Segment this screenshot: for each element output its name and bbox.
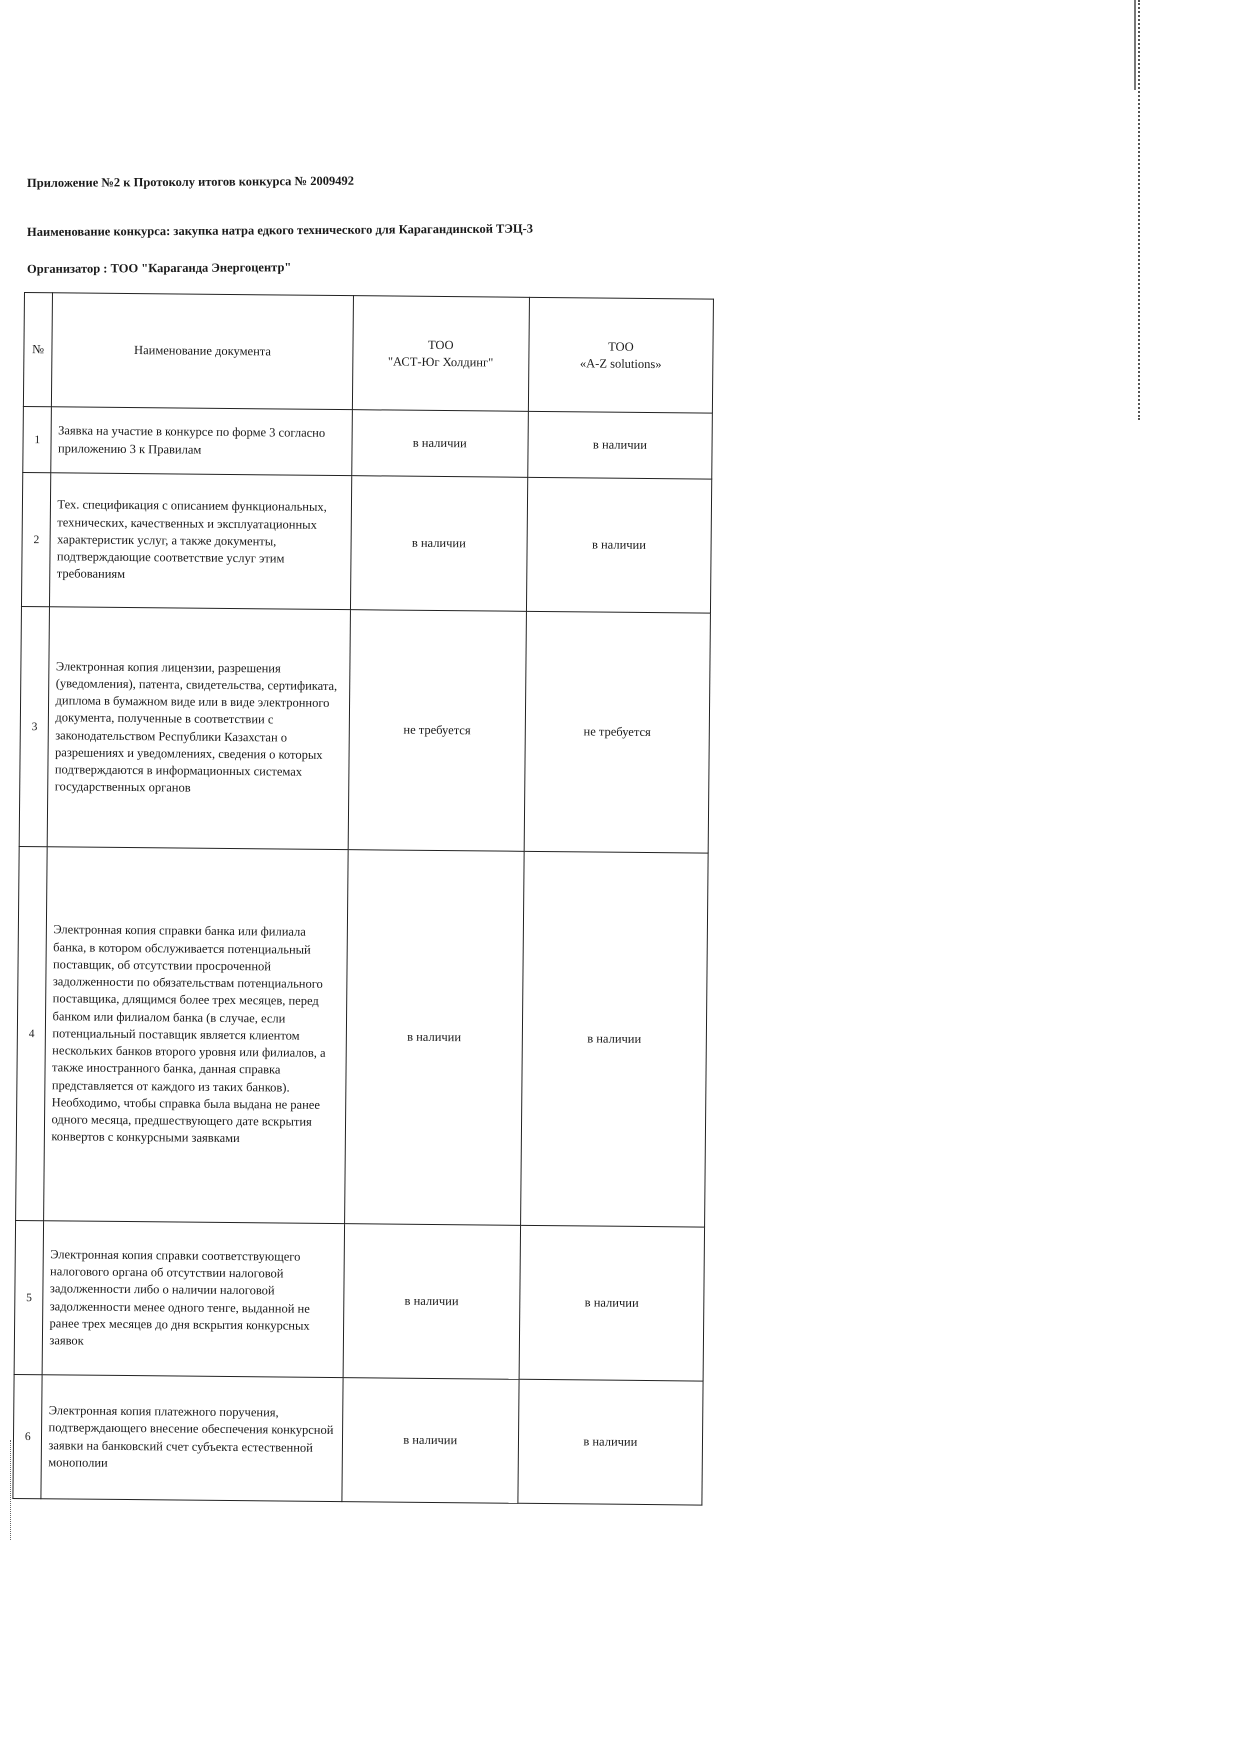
table-header-row xyxy=(23,293,713,414)
row-document: Электронная копия лицензии, разрешения (уведомления), патента, свидетельства, сертификата, диплома в бумажном виде или в виде электронного документа, полученные в соответствии с законодательством Республики Казахстан о разрешениях и уведомлениях, сведения о которых подтверждаются в информационных системах государственных органов xyxy=(48,607,351,850)
documents-table-wrap xyxy=(12,292,714,1506)
row-status-company-b: в наличии xyxy=(520,851,708,1227)
company-a-name: "АСТ-Юг Холдинг" xyxy=(387,353,494,370)
row-status-company-a: в наличии xyxy=(342,1378,519,1504)
table-row xyxy=(19,606,710,853)
row-document: Электронная копия справки соответствующего налогового органа об отсутствии налоговой задолженности либо о наличии налоговой задолженности менее одного тенге, выданной не ранее трех месяцев до дня вскрытия конкурсных заявок xyxy=(43,1221,345,1378)
table-row xyxy=(14,1220,704,1381)
row-status-company-a: в наличии xyxy=(351,410,528,478)
company-b-type: ТОО xyxy=(608,339,634,354)
row-number: 6 xyxy=(13,1374,43,1498)
row-status-company-a: в наличии xyxy=(343,1224,521,1380)
row-status-company-a: в наличии xyxy=(344,850,524,1226)
row-number: 4 xyxy=(16,846,48,1220)
column-header-document: Наименование документа xyxy=(52,293,353,410)
row-document: Тех. спецификация с описанием функциональных, технических, качественных и эксплуатационных характеристик услуг, а также документы, подтверждающие соответствие услуг этим требованиям xyxy=(50,473,351,610)
documents-table xyxy=(12,292,714,1506)
row-document: Электронная копия платежного поручения, подтверждающего внесение обеспечения конкурсной заявки на банковский счет субъекта естественной монополии xyxy=(41,1375,342,1502)
row-document: Электронная копия справки банка или филиала банка, в котором обслуживается потенциальный поставщик, об отсутствии просроченной задолженности по обязательствам потенциального поставщика, длящимся более трех месяцев, перед банком или филиалом банка (в случае, если потенциальный поставщик является клиентом нескольких банков второго уровня или филиалов, а также иностранного банка, данная справка представляется от каждого из таких банков). Необходимо, чтобы справка была выдана не ранее одного месяца, предшествующего дате вскрытия конвертов с конкурсными заявками xyxy=(44,847,348,1224)
row-number: 5 xyxy=(14,1220,44,1374)
row-status-company-b: не требуется xyxy=(524,611,711,853)
row-status-company-a: не требуется xyxy=(348,610,526,852)
row-status-company-b: в наличии xyxy=(526,477,712,613)
row-number: 2 xyxy=(21,472,51,606)
organizer: Организатор : ТОО "Караганда Энергоцентр" xyxy=(26,260,292,276)
table-row xyxy=(16,846,709,1227)
row-number: 1 xyxy=(23,406,52,472)
row-status-company-b: в наличии xyxy=(519,1225,705,1381)
row-document: Заявка на участие в конкурсе по форме 3 согласно приложению 3 к Правилам xyxy=(51,407,352,476)
column-header-company-b xyxy=(528,297,713,413)
scan-edge-artifact xyxy=(1134,0,1136,90)
column-header-company-a xyxy=(352,296,529,412)
appendix-title: Приложение №2 к Протоколу итогов конкурса № 2009492 xyxy=(26,173,354,190)
row-status-company-b: в наличии xyxy=(528,411,713,479)
company-b-name: «A-Z solutions» xyxy=(579,355,662,371)
row-number: 3 xyxy=(19,606,50,846)
table-row xyxy=(23,406,713,479)
column-header-num: № xyxy=(23,293,53,407)
row-status-company-a: в наличии xyxy=(350,476,527,612)
table-row xyxy=(21,472,711,613)
table-row xyxy=(13,1374,703,1505)
company-a-type: ТОО xyxy=(427,337,454,352)
row-status-company-b: в наличии xyxy=(518,1379,703,1505)
contest-name: Наименование конкурса: закупка натра едкого технического для Карагандинской ТЭЦ-3 xyxy=(26,221,534,239)
